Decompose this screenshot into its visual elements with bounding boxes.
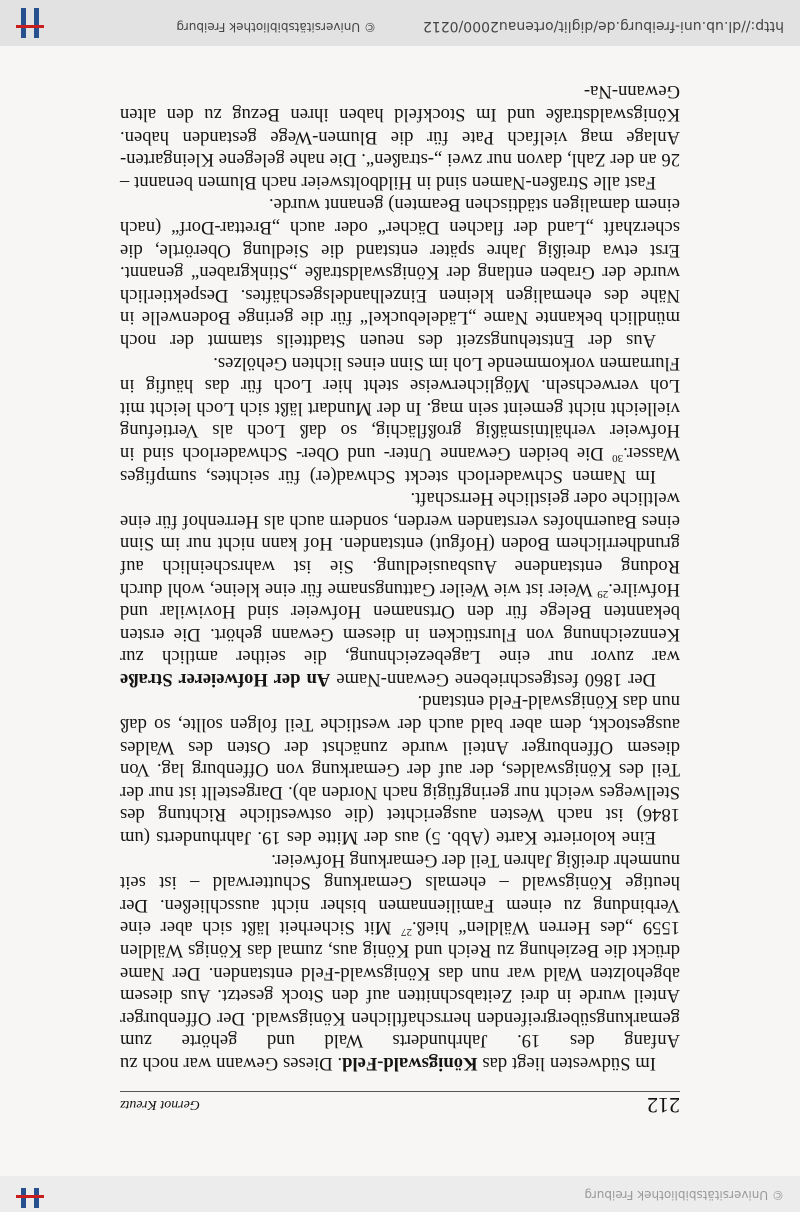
source-url[interactable]: http://dl.ub.uni-freiburg.de/diglit/ortenau2000/0212 xyxy=(422,18,784,34)
paragraph: Aus der Entstehungszeit des neuen Stadtteils stammt der noch mündlich bekannte Name „Lädelebuckel“ für die geringe Bodenwelle in Nähe des ehemaligen kleinen Einzelhandelsgeschäftes. Despektierlich wurde der Graben entlang der Königswaldstraße „Stinkgraben“ genannt. Erst etwa dreißig Jahre später entstand die Siedlung Oberörtle, die scherzhaft „Land der flachen Dächer“ oder auch „Brettar-Dorf“ (nach einem damaligen städtischen Beamten) genannt wurde. xyxy=(120,194,680,351)
footnote-ref: 27 xyxy=(400,926,412,939)
paragraph: Im Südwesten liegt das Königswald-Feld. Dieses Gewann war noch zu Anfang des 19. Jahrhunderts Wald und gehörte zum gemarkungsübergreifenden herrschaftlichen Königswald. Der Offenburger Anteil wurde in drei Zeitabschnitten auf den Stock gesetzt. Aus diesem abgeholzten Wald war nun das Königswald-Feld entstanden. Der Name drückt die Beziehung zu Reich und König aus, zumal das Königs Wäldlen 1559 „des Herren Wäldlen“ hieß.$^{27}$ Mit Sicherheit läßt sich aber eine Verbindung zu einem Familiennamen bisher nicht ausschließen. Der heutige Königswald – ehemals Gemarkung Schutterwald – ist seit nunmehr dreißig Jahren Teil der Gemarkung Hofweier. xyxy=(119,849,680,1074)
previous-page-strip xyxy=(0,1176,800,1212)
running-author: Gernot Kreutz xyxy=(120,1097,200,1112)
paragraph: Eine kolorierte Karte (Abb. 5) aus der Mitte des 19. Jahrhunderts (um 1846) ist nach Westen ausgerichtet (die ostwestliche Richtung des Stellweges weicht nur geringfügig nach Norden ab). Dargestellt ist nur der Teil des Königswaldes, der auf der Gemarkung von Offenburg lag. Von diesem Offenburger Anteil wurde zunächst der Osten des Waldes ausgestockt, dem aber bald auch der westliche Teil folgen sollte, so daß nun das Königswald-Feld entstand. xyxy=(120,691,680,849)
page-number: 212 xyxy=(647,1093,680,1118)
paragraph: Der 1860 festgeschriebene Gewann-Name An der Hofweierer Straße war zuvor nur eine Lagebezeichnung, die seither amtlich zur Kennzeichnung von Flurstücken in diesem Gewann gehört. Die ersten bekannten Belege für den Ortsnamen Hofweier sind Hoviwilar und Hofwilre.$^{29}$ Weier ist wie Weiler Gattungsname für eine kleine, wohl durch Rodung entstandene Ausbausiedlung. Sie ist wahrscheinlich auf grundherrlichem Boden (Hofgut) entstanden. Hof kann nicht nur im Sinn eines Bauernhofes verstanden werden, sondern auch als Herrenhof für eine weltliche oder geistliche Herrschaft. xyxy=(120,488,680,690)
footnote-ref: 30 xyxy=(612,452,624,465)
gewann-name-bold: Königswald-Feld xyxy=(342,1053,478,1074)
gewann-name-bold: An der Hofweierer Straße xyxy=(120,668,331,690)
ub-freiburg-logo-icon xyxy=(8,1186,48,1212)
body-text xyxy=(120,80,680,1074)
paragraph: Im Namen Schwaderloch steckt Schwad(er) für seichtes, sumpfiges Wasser.$^{30}$ Die beiden Gewanne Unter- und Ober- Schwaderloch sind in Hofweier verhältnismäßig großflächig, so daß Loch als Vertiefung vielleicht nicht gemeint sein mag. In der Mundart läßt sich Loch leicht mit Loh verwechseln. Möglicherweise steht hier Loch für das häufig in Flurnamen vorkommende Loh im Sinn eines lichten Gehölzes. xyxy=(120,352,680,487)
paragraph: Fast alle Straßen-Namen sind in Hildboltsweier nach Blumen benannt – 26 an der Zahl, davon nur zwei „-straßen“. Die nahe gelegene Kleingarten-Anlage mag vielfach Pate für die Blumen-Wege gestanden haben. Königswaldstraße und Im Stockfeld haben ihren Bezug zu den alten Gewann-Na- xyxy=(120,81,680,193)
copyright-notice-top: © Universitätsbibliothek Freiburg xyxy=(584,1188,784,1202)
ub-freiburg-logo-icon xyxy=(8,4,48,42)
copyright-notice: © Universitätsbibliothek Freiburg xyxy=(176,20,376,34)
running-header xyxy=(120,1091,680,1116)
viewer-footer-bar xyxy=(0,0,800,46)
footnote-ref: 29 xyxy=(597,587,609,600)
